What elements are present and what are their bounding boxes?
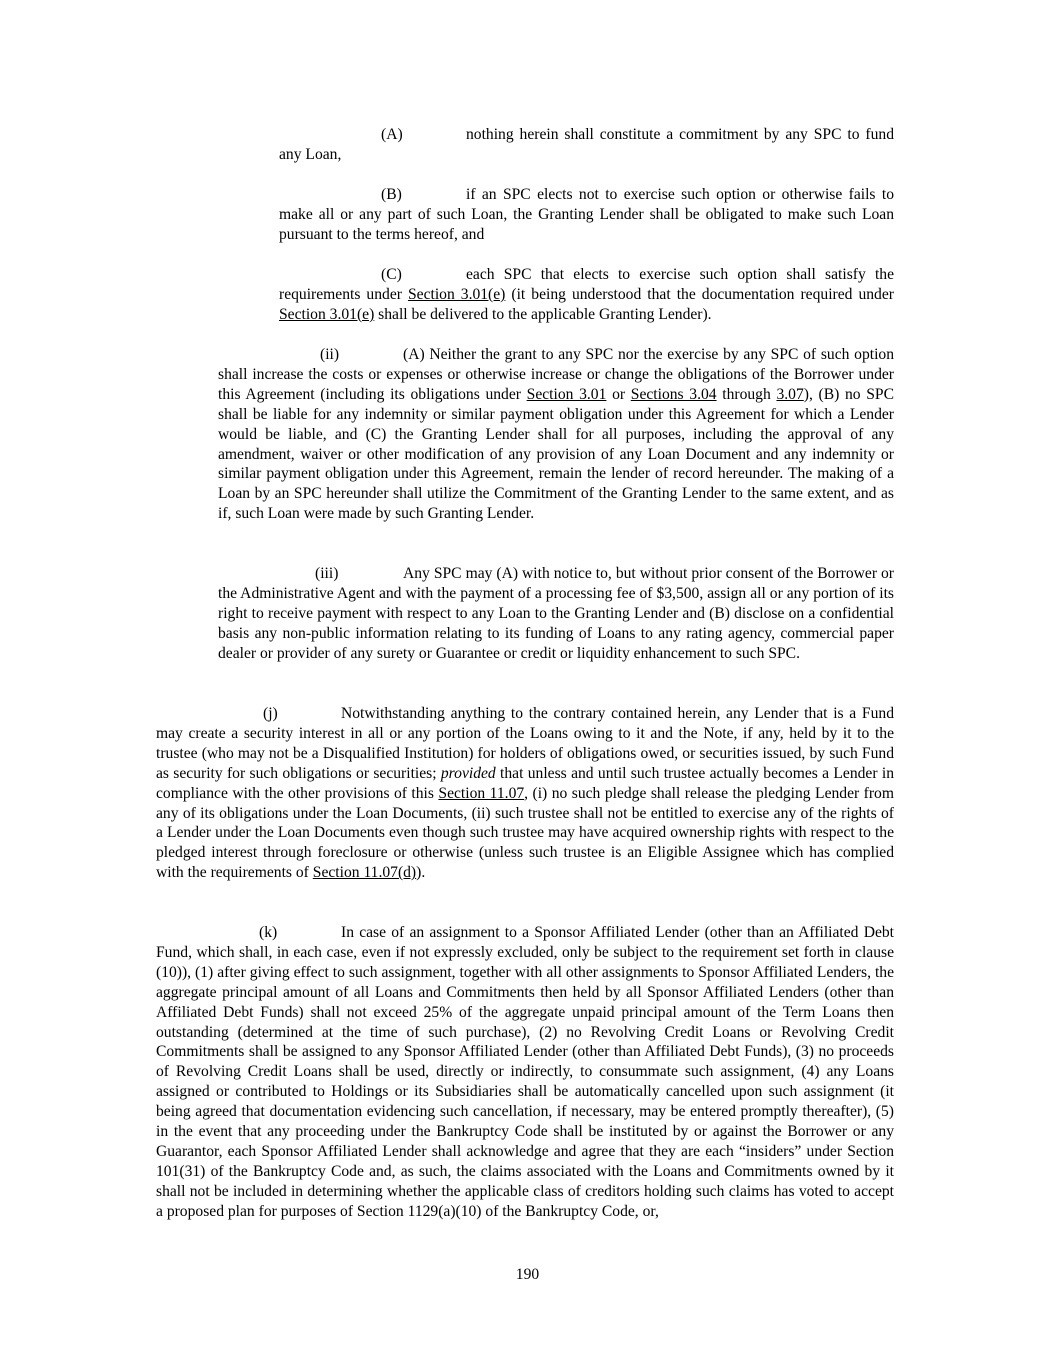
clause-j-text-2: that unless and until such trustee actually becomes a Lender in compliance with the other provisions of this: [156, 764, 894, 802]
section-ref-3-01e-second: Section 3.01(e): [279, 305, 375, 323]
clause-b-label: (B): [381, 186, 402, 203]
clause-b: [279, 185, 894, 245]
clause-ii-label: (ii): [320, 346, 340, 363]
clause-ii-text-3: through: [716, 385, 777, 403]
section-ref-11-07d: Section 11.07(d): [312, 864, 417, 882]
clause-ii-text-2: or: [606, 385, 631, 403]
clause-c: [279, 265, 894, 325]
section-ref-3-01e: Section 3.01(e): [407, 285, 506, 303]
clause-j: [156, 704, 894, 883]
clause-j-label: (j): [263, 705, 278, 722]
section-ref-3-01: Section 3.01: [526, 385, 607, 403]
clause-a-text: nothing herein shall constitute a commitment by any SPC to fund any Loan,: [279, 126, 894, 163]
section-ref-3-07: 3.07: [776, 385, 804, 403]
page-number: 190: [515, 1266, 540, 1283]
clause-iii-text: Any SPC may (A) with notice to, but without prior consent of the Borrower or the Administrative Agent and with the payment of a processing fee of $3,500, assign all or any portion of its right to receive payment with respect to any Loan to the Granting Lender and (B) disclose on a confidential basis any non-public information relating to its funding of Loans to any rating agency, commercial paper dealer or provider of any surety or Guarantee or credit or liquidity enhancement to such SPC.: [218, 565, 894, 662]
clause-c-text-2: (it being understood that the documentation required under: [505, 285, 894, 303]
clause-j-text-1: Notwithstanding anything to the contrary contained herein, any Lender that is a Fund may create a security interest in all or any portion of the Loans owing to it and the Note, if any, held by it to the trustee (who may not be a Disqualified Institution) for holders of obligations owed, or securities issued, by such Fund as security for such obligations or securities;: [156, 705, 894, 782]
clause-ii: [218, 345, 894, 524]
clause-iii: [218, 564, 894, 664]
clause-k-text: In case of an assignment to a Sponsor Affiliated Lender (other than an Affiliated Debt Fund, which shall, in each case, even if not expressly excluded, only be subject to the requirement set forth in clause (10)), (1) after giving effect to such assignment, together with all other assignments to Sponsor Affiliated Lenders, the aggregate principal amount of all Loans and Commitments then held by all Sponsor Affiliated Lenders (other than Affiliated Debt Funds) shall not exceed 25% of the aggregate unpaid principal amount of the Term Loans then outstanding (determined at the time of such purchase), (2) no Revolving Credit Loans or Revolving Credit Commitments shall be assigned to any Sponsor Affiliated Lender (other than Affiliated Debt Funds), (3) no proceeds of Revolving Credit Loans shall be used, directly or indirectly, to consummate such assignment, (4) any Loans assigned or contributed to Holdings or its Subsidiaries shall be automatically cancelled upon such assignment (it being agreed that documentation evidencing such cancellation, if necessary, may be entered promptly thereafter), (5) in the event that any proceeding under the Bankruptcy Code shall be instituted by or against the Borrower or any Guarantor, each Sponsor Affiliated Lender shall acknowledge and agree that they are each “insiders” under Section 101(31) of the Bankruptcy Code and, as such, the claims associated with the Loans and Commitments owned by it shall not be included in determining whether the applicable class of creditors holding such claims has voted to accept a proposed plan for purposes of Section 1129(a)(10) of the Bankruptcy Code, or,: [156, 924, 894, 1220]
clause-k: [156, 923, 894, 1222]
clause-b-text: if an SPC elects not to exercise such option or otherwise fails to make all or any part of such Loan, the Granting Lender shall be obligated to make such Loan pursuant to the terms hereof, and: [279, 186, 894, 243]
clause-ii-text-1: (A) Neither the grant to any SPC nor the exercise by any SPC of such option shall increase the costs or expenses or otherwise increase or change the obligations of the Borrower under this Agreement (including its obligations under: [218, 346, 894, 403]
clause-iii-label: (iii): [315, 565, 339, 582]
section-ref-11-07: Section 11.07: [438, 784, 525, 802]
clause-a: [279, 125, 894, 165]
clause-ii-text-4: ), (B) no SPC shall be liable for any indemnity or similar payment obligation under this Agreement for which a Lender would be liable, and (C) the Granting Lender shall for all purposes, including the approval of any amendment, waiver or other modification of any provision of any Loan Document and any indemnity or similar payment obligation under this Agreement, remain the lender of record hereunder. The making of a Loan by an SPC hereunder shall utilize the Commitment of the Granting Lender to the same extent, and as if, such Loan were made by such Granting Lender.: [218, 385, 895, 523]
clause-k-label: (k): [259, 924, 278, 941]
clause-c-text-1: each SPC that elects to exercise such option shall satisfy the requirements under: [279, 266, 894, 303]
clause-j-text-3: , (i) no such pledge shall release the pledging Lender from any of its obligations under the Loan Documents, (ii) such trustee shall not be entitled to exercise any of the rights of a Lender under the Loan Documents even though such trustee may have acquired ownership rights with respect to the pledged interest through foreclosure or otherwise (unless such trustee is an Eligible Assignee which has complied with the requirements of: [156, 784, 894, 882]
clause-c-text-3: shall be delivered to the applicable Granting Lender).: [374, 305, 712, 323]
section-ref-3-04: Sections 3.04: [630, 385, 717, 403]
clause-j-provided: provided: [440, 764, 496, 782]
clause-c-label: (C): [381, 266, 402, 283]
clause-a-label: (A): [381, 126, 403, 143]
clause-j-text-4: ).: [416, 864, 426, 882]
